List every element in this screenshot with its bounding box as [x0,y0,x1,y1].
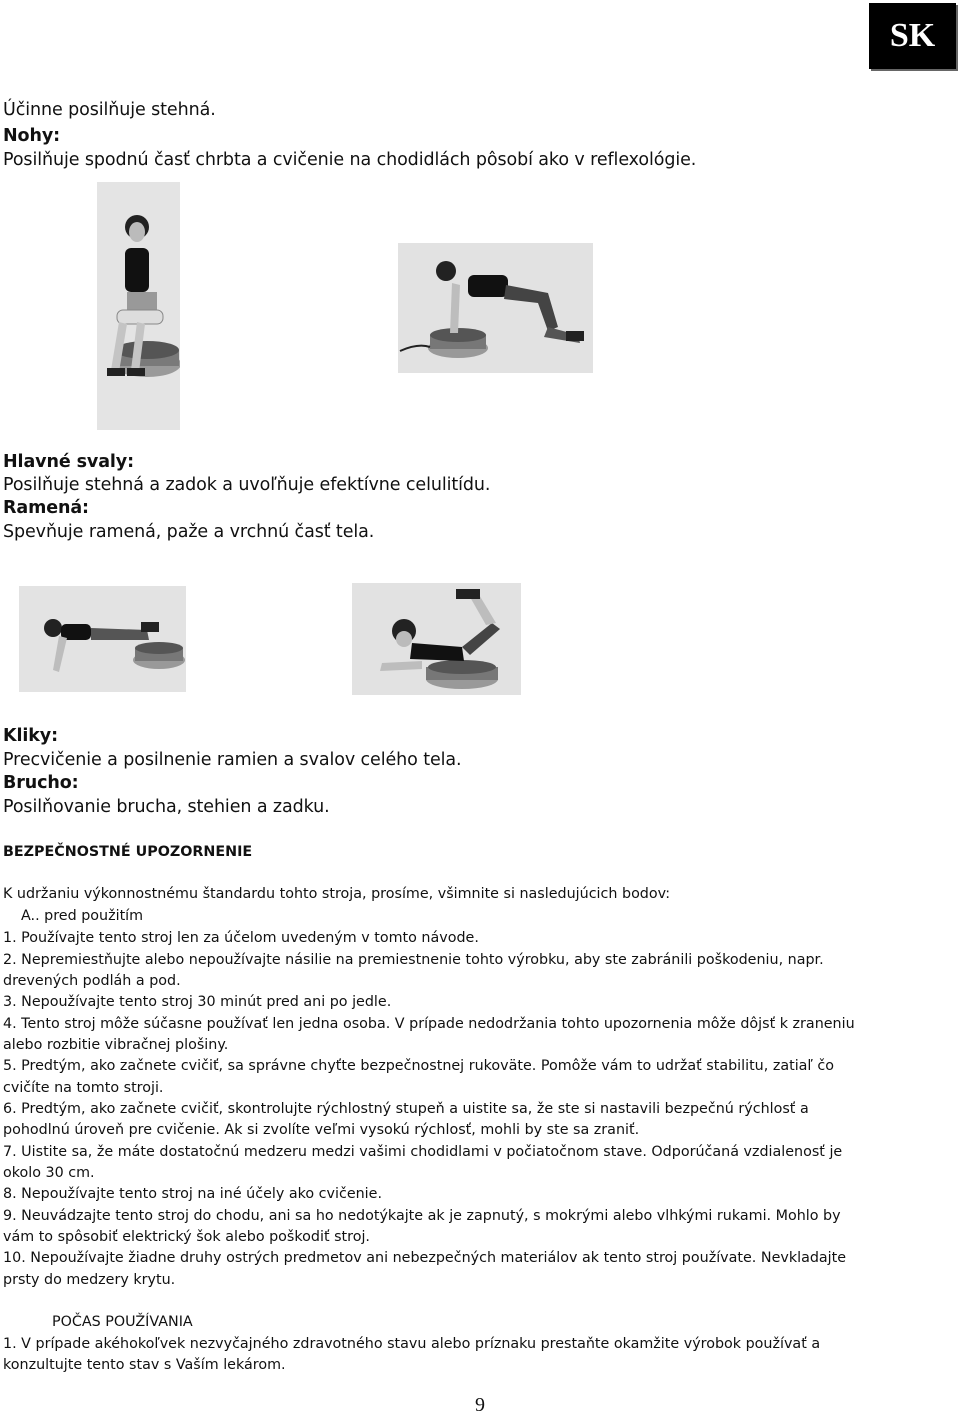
safety-item: okolo 30 cm. [3,1165,95,1181]
exercise-photo-kneeling [398,243,593,373]
safety-item: vám to spôsobiť elektrický šok alebo poškodiť stroj. [3,1229,370,1245]
safety-item: 5. Predtým, ako začnete cvičiť, sa správne chyťte bezpečnostnej rukoväte. Pomôže vám to udržať stabilitu, zatiaľ čo [3,1058,834,1074]
safety-item: 7. Uistite sa, že máte dostatočnú medzeru medzi vašimi chodidlami v počiatočnom stave. Odporúčaná vzdialenosť je [3,1144,843,1160]
woman-pushup-illustration [19,586,186,692]
section-heading-abdomen: Brucho: [3,773,79,793]
text-line: Precvičenie a posilnenie ramien a svalov celého tela. [3,750,462,770]
safety-item: 10. Nepoužívajte žiadne druhy ostrých predmetov ani nebezpečných materiálov ak tento stroj používate. Nevkladajte [3,1250,847,1266]
safety-title: BEZPEČNOSTNÉ UPOZORNENIE [3,844,253,860]
section-heading-main-muscles: Hlavné svaly: [3,452,135,472]
safety-item: 8. Nepoužívajte tento stroj na iné účely ako cvičenie. [3,1186,382,1202]
woman-lying-illustration [352,583,521,695]
safety-item: pohodlnú úroveň pre cvičenie. Ak si zvolíte veľmi vysokú rýchlosť, mohli by ste sa zraniť. [3,1122,640,1138]
section-heading-legs: Nohy: [3,126,61,146]
language-badge: SK [869,3,956,69]
safety-subheading: A.. pred použitím [21,908,144,924]
safety-item: 3. Nepoužívajte tento stroj 30 minút pred ani po jedle. [3,994,392,1010]
during-use-title: POČAS POUŽÍVANIA [52,1314,193,1330]
safety-intro: K udržaniu výkonnostnému štandardu tohto stroja, prosíme, všimnite si nasledujúcich bodov: [3,886,671,902]
exercise-photo-sitting [97,182,180,430]
during-use-item: 1. V prípade akéhokoľvek nezvyčajného zdravotného stavu alebo príznaku prestaňte okamžite výrobok používať a [3,1336,821,1352]
text-line: Posilňovanie brucha, stehien a zadku. [3,797,330,817]
safety-item: drevených podláh a pod. [3,973,181,989]
safety-item: prsty do medzery krytu. [3,1272,176,1288]
safety-item: alebo rozbitie vibračnej plošiny. [3,1037,229,1053]
text-line: Spevňuje ramená, paže a vrchnú časť tela. [3,522,375,542]
page-number: 9 [475,1394,485,1416]
woman-sitting-illustration [97,182,180,430]
safety-item: cvičíte na tomto stroji. [3,1080,164,1096]
text-line: Posilňuje stehná a zadok a uvoľňuje efektívne celulitídu. [3,475,491,495]
text-line: Účinne posilňuje stehná. [3,100,216,120]
woman-kneeling-illustration [398,243,593,373]
safety-item: 2. Nepremiestňujte alebo nepoužívajte násilie na premiestnenie tohto výrobku, aby ste zabránili poškodeniu, napr. [3,952,824,968]
safety-item: 6. Predtým, ako začnete cvičiť, skontrolujte rýchlostný stupeň a uistite sa, že ste si nastavili bezpečnú rýchlosť a [3,1101,809,1117]
section-heading-shoulders: Ramená: [3,498,89,518]
text-line: Posilňuje spodnú časť chrbta a cvičenie na chodidlách pôsobí ako v reflexológie. [3,150,697,170]
during-use-item: konzultujte tento stav s Vaším lekárom. [3,1357,286,1373]
safety-item: 4. Tento stroj môže súčasne používať len jedna osoba. V prípade nedodržania tohto upozornenia môže dôjsť k zraneniu [3,1016,855,1032]
safety-item: 9. Neuvádzajte tento stroj do chodu, ani sa ho nedotýkajte ak je zapnutý, s mokrými alebo vlhkými rukami. Mohlo by [3,1208,841,1224]
safety-item: 1. Používajte tento stroj len za účelom uvedeným v tomto návode. [3,930,479,946]
exercise-photo-pushup [19,586,186,692]
exercise-photo-lying [352,583,521,695]
section-heading-pushups: Kliky: [3,726,59,746]
